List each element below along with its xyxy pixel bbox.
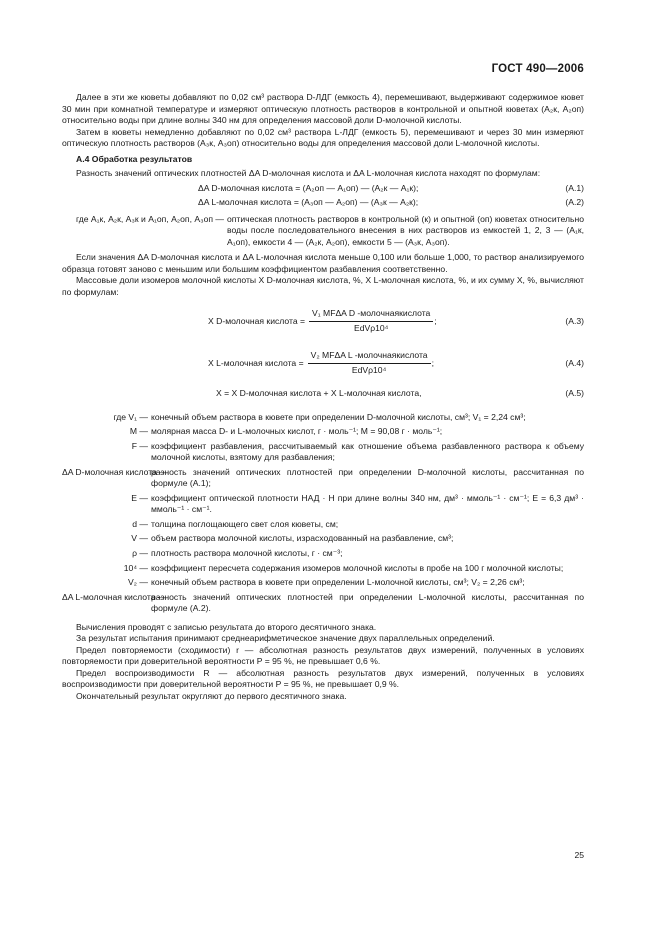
definition-text: коэффициент оптической плотности НАД · Н при длине волны 340 нм, дм³ · ммоль⁻¹ · см⁻¹; E = 6,3 дм³ · ммоль⁻¹ · см⁻¹. [151, 492, 584, 515]
definition-symbol: M — [129, 426, 148, 437]
where-optical-density [62, 214, 584, 249]
definition-symbol: ΔA D-молочная кислота — [62, 466, 168, 477]
equation-a1-number: (А.1) [565, 182, 584, 193]
paragraph-mass-fractions: Массовые доли изомеров молочной кислоты X D-молочная кислота, %, X L-молочная кислота, %, и их сумму X, %, вычисляют по формулам: [62, 275, 584, 297]
equation-a4-numerator: V₂ MFΔA L -молочнаякислота [308, 350, 431, 364]
equation-a2-body: ΔA L-молочная кислота = (A₃оп — A₂оп) — (A₃к — A₂к); [198, 197, 419, 208]
equation-a2 [62, 197, 584, 209]
equation-a4-denominator: EdVρ10⁴ [351, 364, 387, 375]
page-number: 25 [574, 850, 584, 860]
equation-a2-number: (А.2) [565, 197, 584, 208]
equation-a3-denominator: EdVρ10⁴ [353, 322, 389, 333]
equation-a3-fraction [309, 308, 433, 334]
equation-a4-number: (А.4) [565, 357, 584, 368]
paragraph-rounding: Окончательный результат округляют до первого десятичного знака. [76, 690, 347, 701]
definition-symbol: ΔA L-молочная кислота — [62, 591, 167, 602]
definition-text: разность значений оптических плотностей при определении D-молочной кислоты, рассчитанная по формуле (А.1); [151, 466, 584, 489]
definition-symbol: 10⁴ — [123, 562, 148, 573]
equation-a1 [62, 183, 584, 195]
definition-text: толщина поглощающего свет слоя кюветы, см; [151, 518, 339, 529]
paragraph-result-mean: За результат испытания принимают среднеарифметическое значение двух параллельных определений. [76, 633, 495, 644]
section-title: А.4 Обработка результатов [76, 153, 193, 164]
definition-symbol: F — [131, 440, 148, 451]
equation-a5-body: X = X D-молочная кислота + X L-молочная кислота, [216, 388, 422, 399]
where-symbols: где A₁к, A₂к, A₃к и A₁оп, A₂оп, A₃оп — [75, 213, 224, 224]
equation-a4-lhs: X L-молочная кислота = [208, 357, 304, 368]
where-description: оптическая плотность растворов в контрольной (к) и опытной (оп) кюветах относительно воды после последовательного внесения в них растворов из емкостей 1, 2, 3 — (A₁к, A₁оп), емкости 4 — (A₂к, A₂оп), емкости 5 — (A₃к, A₃оп). [227, 213, 584, 247]
paragraph-repeatability: Предел повторяемости (сходимости) r — абсолютная разность результатов двух измерений, полученных в условиях повторяемости при доверительной вероятности P = 95 %, не превышает 0,6 %. [62, 644, 584, 667]
equation-a4 [62, 350, 584, 376]
equation-a5-number: (А.5) [565, 388, 584, 399]
definition-text: конечный объем раствора в кювете при определении L-молочной кислоты, см³; V₂ = 2,26 см³; [151, 577, 525, 588]
definition-text: коэффициент разбавления, рассчитываемый как отношение объема разбавленного раствора к объему молочной кислоты, взятому для разбавления; [151, 440, 584, 463]
definition-text: плотность раствора молочной кислоты, г · см⁻³; [151, 547, 343, 558]
definition-symbol: где V₁ — [113, 411, 148, 422]
paragraph-range-check: Если значения ΔA D-молочная кислота и ΔA L-молочная кислота меньше 0,100 или больше 1,000, то раствор анализируемого образца готовят заново с меньшим или большим коэффициентом разбавления соответственно. [62, 252, 584, 274]
equation-a4-semicolon: ; [431, 357, 434, 368]
equation-a3 [62, 308, 584, 334]
paragraph-l-ldh: Затем в кюветы немедленно добавляют по 0,02 см³ раствора L-ЛДГ (емкость 5), перемешивают и через 30 мин измеряют оптическую плотность растворов (A₃к, A₃оп) относительно воды для определения массовой доли L-молочной кислоты. [62, 126, 584, 149]
paragraph-calculation-precision: Вычисления проводят с записью результата до второго десятичного знака. [76, 621, 377, 632]
definition-symbol: d — [132, 518, 148, 529]
equation-a3-semicolon: ; [434, 315, 437, 326]
equation-a3-numerator: V₁ MFΔA D -молочнаякислота [309, 308, 433, 322]
equation-a3-number: (А.3) [565, 315, 584, 326]
definition-symbol: ρ — [132, 547, 148, 558]
definition-text: молярная масса D- и L-молочных кислот, г · моль⁻¹; M = 90,08 г · моль⁻¹; [151, 426, 443, 437]
standard-header: ГОСТ 490—2006 [491, 63, 584, 75]
definition-text: объем раствора молочной кислоты, израсходованный на разбавление, см³; [151, 533, 454, 544]
paragraph-difference-intro: Разность значений оптических плотностей ΔA D-молочная кислота и ΔA L-молочная кислота находят по формулам: [76, 168, 541, 179]
definition-symbol: V — [131, 533, 148, 544]
paragraph-d-ldh: Далее в эти же кюветы добавляют по 0,02 см³ раствора D-ЛДГ (емкость 4), перемешивают, выдерживают содержимое кювет 30 мин при комнатной температуре и измеряют оптическую плотность растворов в контрольной и опытной кюветах (A₂к, A₂оп) относительно воды при длине волны 340 нм для определения массовой доли D-молочной кислоты. [62, 92, 584, 126]
definition-text: конечный объем раствора в кювете при определении D-молочной кислоты, см³; V₁ = 2,24 см³; [151, 411, 526, 422]
document-body [62, 92, 584, 702]
definition-text: разность значений оптических плотностей при определении L-молочной кислоты, рассчитанная по формуле (А.2). [151, 591, 584, 614]
equation-a4-fraction [308, 350, 431, 376]
equation-a5 [62, 388, 584, 400]
definitions-list [62, 412, 584, 618]
equation-a1-body: ΔA D-молочная кислота = (A₂оп — A₁оп) — (A₂к — A₁к); [198, 182, 419, 193]
definition-symbol: V₂ — [127, 577, 148, 588]
paragraph-reproducibility: Предел воспроизводимости R — абсолютная разность результатов двух измерений, полученных в условиях воспроизводимости при доверительной вероятности P = 95 %, не превышает 0,9 %. [62, 667, 584, 690]
equation-a3-lhs: X D-молочная кислота = [208, 315, 306, 326]
definition-symbol: E — [131, 492, 148, 503]
definition-text: коэффициент пересчета содержания изомеров молочной кислоты в пробе на 100 г молочной кислоты; [151, 562, 564, 573]
